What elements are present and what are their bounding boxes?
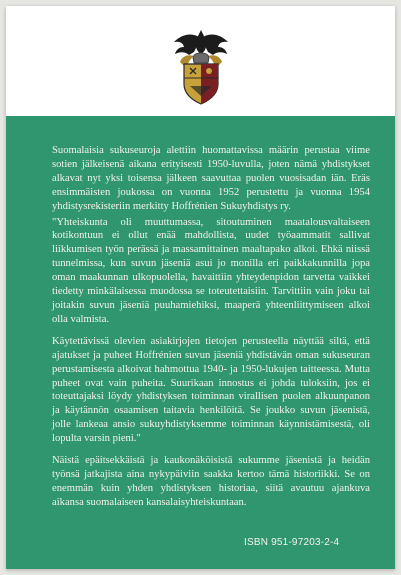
blurb-paragraph-2: "Yhteiskunta oli muuttumassa, sitoutuminen maatalousvaltaiseen kotikontuun ei ollut enää mahdollista, uudet työaammatit sallivat liikkumisen työn perässä ja massamittainen maaltapako alkoi. Ehkä niissä tunnelmissa, kun suvun jäseniä asui jo monilla eri paikkakunnilla jopa oman maakunnan ulkopuolella, havaittiin yhteydenpidon tarvetta vaikkei tiedetty minkälaisessa muodossa se toteutettaisiin. Tarvittiin vain joku tai joitakin suvun jäseniä puuhamiehiksi, maaperä yhteenliittymiseen alkoi olla valmista. (52, 216, 370, 325)
blurb-paragraph-3: Käytettävissä olevien asiakirjojen tietojen perusteella näyttää siltä, että ajatukset ja puheet Hoffrénien suvun jäseniä yhdistävän oman sukuseuran perustamisesta alkoivat hahmottua 1940- ja 1950-lukujen taitteessa. Mutta puheet ovat vain puheita. Suurikaan innostus ei johda tuloksiin, jos ei toteuttajaksi löydy yhdistyksen toiminnan virallisen puolen alkuunpanon ja käytännön osaamisen taitavia henkilöitä. Se joukko suvun jäsenistä, jolle lankeaa ansio sukuyhdistyksemme toiminnan käynnistämisestä, oli lopulta varsin pieni." (52, 335, 370, 445)
blurb-paragraph-4: Näistä epäitsekkäistä ja kaukonäköisistä sukumme jäsenistä ja heidän työnsä jatkajista aina nykypäiviin saakka kertoo tämä historiikki. Se on enemmän kuin yhden yhdistyksen historiaa, siitä avautuu ajankuva aikansa suomalaiseen kansalaisyhteiskuntaan. (52, 455, 370, 508)
book-back-cover (6, 6, 395, 569)
cover-top-band (6, 6, 395, 116)
coat-of-arms-icon (168, 28, 234, 106)
blurb-text (52, 144, 370, 510)
isbn-number: ISBN 951-97203-2-4 (244, 537, 340, 548)
blurb-paragraph-1: Suomalaisia sukuseuroja alettiin huomattavissa määrin perustaa viime sotien jälkeisenä aikana erityisesti 1950-luvulla, joten nämä yhdistykset alkavat nyt yksi toisensa jälkeen saavuttaa puolen vuosisadan iän. Eräs ensimmäisten joukossa on vuonna 1952 perustettu ja vuonna 1954 yhdistysrekisteriin merkitty Hoffrénien Sukuyhdistys ry. (52, 145, 370, 212)
